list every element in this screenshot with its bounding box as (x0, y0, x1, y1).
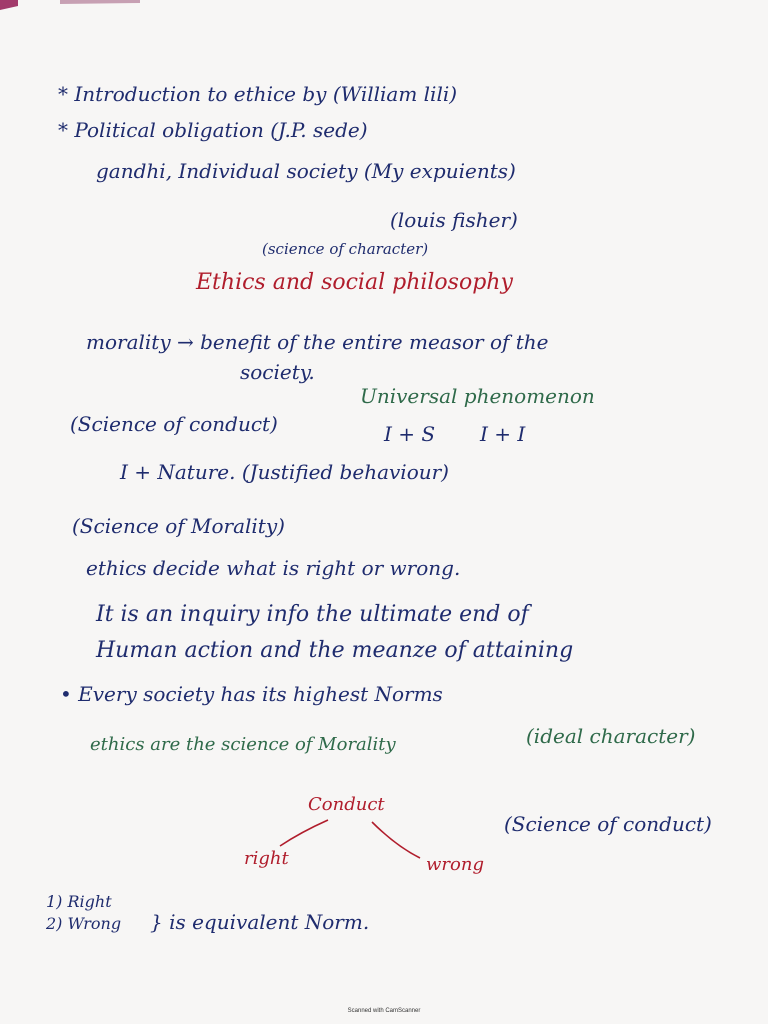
note-line-27: } is equivalent Norm. (150, 910, 370, 934)
note-line-1: * Introduction to ethice by (William lili) (58, 82, 458, 106)
note-line-9: Universal phenomenon (360, 384, 595, 408)
note-line-14: (Science of Morality) (72, 514, 285, 538)
note-line-10: (Science of conduct) (70, 412, 278, 436)
note-line-17: Human action and the meanze of attaining (96, 638, 574, 663)
tree-leaf-wrong: wrong (426, 854, 484, 875)
note-line-6-heading: Ethics and social philosophy (196, 270, 513, 295)
note-line-20: ethics are the science of Morality (90, 734, 396, 755)
note-line-15: ethics decide what is right or wrong. (86, 556, 461, 580)
note-line-12: I + I (480, 422, 526, 446)
note-line-18: • Every society has its highest Norms (60, 682, 443, 706)
note-line-4: (louis fisher) (390, 208, 518, 232)
note-line-11: I + S (384, 422, 436, 446)
page-top-edge (0, 0, 768, 12)
note-line-8: society. (240, 360, 315, 384)
note-line-22: (Science of conduct) (504, 812, 712, 836)
note-line-3: gandhi, Individual society (My expuients) (96, 159, 516, 183)
note-line-16: It is an inquiry info the ultimate end of (96, 602, 529, 627)
tree-root-conduct: Conduct (308, 794, 385, 815)
note-line-19: (ideal character) (526, 724, 696, 748)
tree-branch-right (372, 822, 420, 858)
tree-leaf-right: right (244, 848, 289, 869)
tree-branch-left (280, 820, 328, 846)
note-line-25: 1) Right (46, 892, 112, 911)
scanner-footer: Scanned with CamScanner (347, 1008, 421, 1014)
note-line-7: morality → benefit of the entire measor of the (86, 330, 549, 354)
note-line-13: I + Nature. (Justified behaviour) (120, 460, 449, 484)
note-line-5: (science of character) (262, 240, 429, 258)
note-line-2: * Political obligation (J.P. sede) (58, 118, 368, 142)
note-line-26: 2) Wrong (46, 914, 122, 933)
